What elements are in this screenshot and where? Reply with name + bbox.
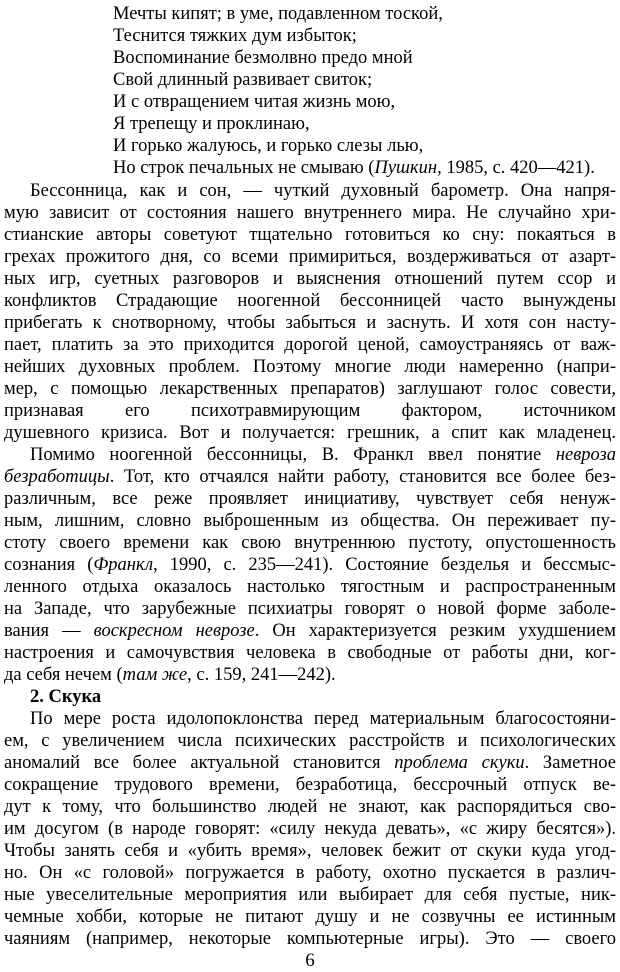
paragraph-line: мер, с помощью лекарственных препаратов) заглушают голос совести, — [4, 379, 616, 399]
paragraph-line: ным, лишним, словно выброшенным из общества. Он переживает пу- — [4, 511, 616, 531]
poem-line: Свой длинный развивает свиток; — [113, 70, 373, 90]
citation-author: Франкл — [93, 555, 154, 575]
poem-line: Я трепещу и проклинаю, — [113, 114, 310, 134]
poem-line: Воспоминание безмолвно предо мной — [113, 48, 413, 68]
paragraph-line: прибегать к снотворному, чтобы забыться и заснуть. И хотя сон насту- — [4, 313, 616, 333]
paragraph-line: чемные хобби, которые не питают душу и не созвучны ее истинным — [4, 907, 616, 927]
citation-details: , 1985, с. 420—421). — [437, 158, 595, 178]
term-emphasis: невроза — [555, 445, 616, 465]
paragraph-line — [30, 444, 616, 466]
poem-line: И горько жалуюсь, и горько слезы лью, — [113, 136, 424, 156]
paragraph-line: различным, все реже проявляет инициативу, чувствует себя ненуж- — [4, 489, 616, 509]
poem-line: И с отвращением читая жизнь мою, — [113, 92, 396, 112]
text-span: , с. 159, 241—242). — [187, 665, 336, 685]
paragraph-line — [4, 466, 616, 488]
paragraph-line: настроения и самочувствия человека в свободные от работы дни, ког- — [4, 643, 616, 663]
paragraph-line: стианские авторы советуют тщательно готовиться ко сну: покаяться в — [4, 225, 616, 245]
poem-line-text: Но строк печальных не смываю ( — [113, 158, 375, 178]
text-span: вания — — [4, 621, 94, 641]
paragraph-line: грехах прожитого дня, со всеми примириться, воздерживаться от азарт- — [4, 247, 616, 267]
page-number: 6 — [305, 950, 315, 971]
text-span: Помимо ноогенной бессонницы, В. Франкл ввел понятие — [30, 445, 556, 465]
paragraph-line: им досугом (в народе говорят: «силу некуда девать», «с жиру бесятся»). — [4, 819, 616, 839]
citation-ref: там же — [122, 665, 188, 685]
text-span: сознания ( — [4, 555, 94, 575]
paragraph-line: ных игр, суетных разговоров и выяснения отношений путем ссор и — [4, 269, 616, 289]
paragraph-line: стоту своего времени как свою внутреннюю пустоту, опустошенность — [4, 533, 616, 553]
paragraph-line: нейших духовных проблем. Поэтому многие люди намеренно (напри- — [4, 357, 616, 377]
paragraph-line: ные увеселительные мероприятия или выбирает для себя пустые, ник- — [4, 885, 616, 905]
text-span: да себя нечем ( — [4, 665, 123, 685]
paragraph-line: пает, платить за это приходится дорогой ценой, самоустраняясь от важ- — [4, 335, 616, 355]
poem-line: Мечты кипят; в уме, подавленном тоской, — [113, 4, 443, 24]
poem-citation-line — [113, 157, 595, 179]
paragraph-line: Чтобы занять себя и «убить время», человек бежит от скуки куда угод- — [4, 841, 616, 861]
text-span: аномалий все более актуальной становится — [4, 753, 395, 773]
paragraph-line: но. Он «с головой» погружается в работу, охотно пускается в различ- — [4, 863, 616, 883]
paragraph-line: По мере роста идолопоклонства перед материальным благосостояни- — [30, 709, 616, 729]
text-span: , 1990, с. 235—241). Состояние безделья и бессмыс- — [153, 555, 616, 575]
paragraph-line: чаяниям (например, некоторые компьютерные игры). Это — своего — [4, 929, 616, 949]
paragraph-line: ленного отдыха оказалось настолько тягостным и распространенным — [4, 577, 616, 597]
term-emphasis: безработицы — [4, 467, 110, 487]
text-span: . Тот, кто отчаялся найти работу, становится все более без- — [109, 467, 616, 487]
paragraph-line: признавая его психотравмирующим фактором, источником — [4, 401, 616, 421]
paragraph-line: конфликтов Страдающие ноогенной бессонницей часто вынуждены — [4, 291, 616, 311]
paragraph-line: на Западе, что зарубежные психиатры говорят о новой форме заболе- — [4, 599, 616, 619]
citation-author: Пушкин — [374, 158, 438, 178]
text-span: . Заметное — [524, 753, 616, 773]
paragraph-line: сокращение трудового времени, безработица, бессрочный отпуск ве- — [4, 775, 616, 795]
paragraph-line — [4, 752, 616, 774]
section-heading: 2. Скука — [30, 687, 102, 707]
paragraph-line — [4, 664, 616, 686]
paragraph-line — [4, 620, 616, 642]
term-emphasis: воскресном неврозе — [93, 621, 255, 641]
paragraph-line: душевного кризиса. Вот и получается: грешник, а спит как младенец. — [4, 423, 616, 443]
term-emphasis: проблема скуки — [394, 753, 525, 773]
paragraph-line: дут к тому, что большинство людей не знают, как распорядиться сво- — [4, 797, 616, 817]
poem-line: Теснится тяжких дум избыток; — [113, 26, 357, 46]
paragraph-line — [4, 554, 616, 576]
paragraph-line: Бессонница, как и сон, — чуткий духовный барометр. Она напря- — [30, 181, 616, 201]
paragraph-line: мую зависит от состояния нашего внутреннего мира. Не случайно хри- — [4, 203, 616, 223]
text-span: . Он характеризуется резким ухудшением — [254, 621, 616, 641]
paragraph-line: ем, с увеличением числа психических расстройств и психологических — [4, 731, 616, 751]
